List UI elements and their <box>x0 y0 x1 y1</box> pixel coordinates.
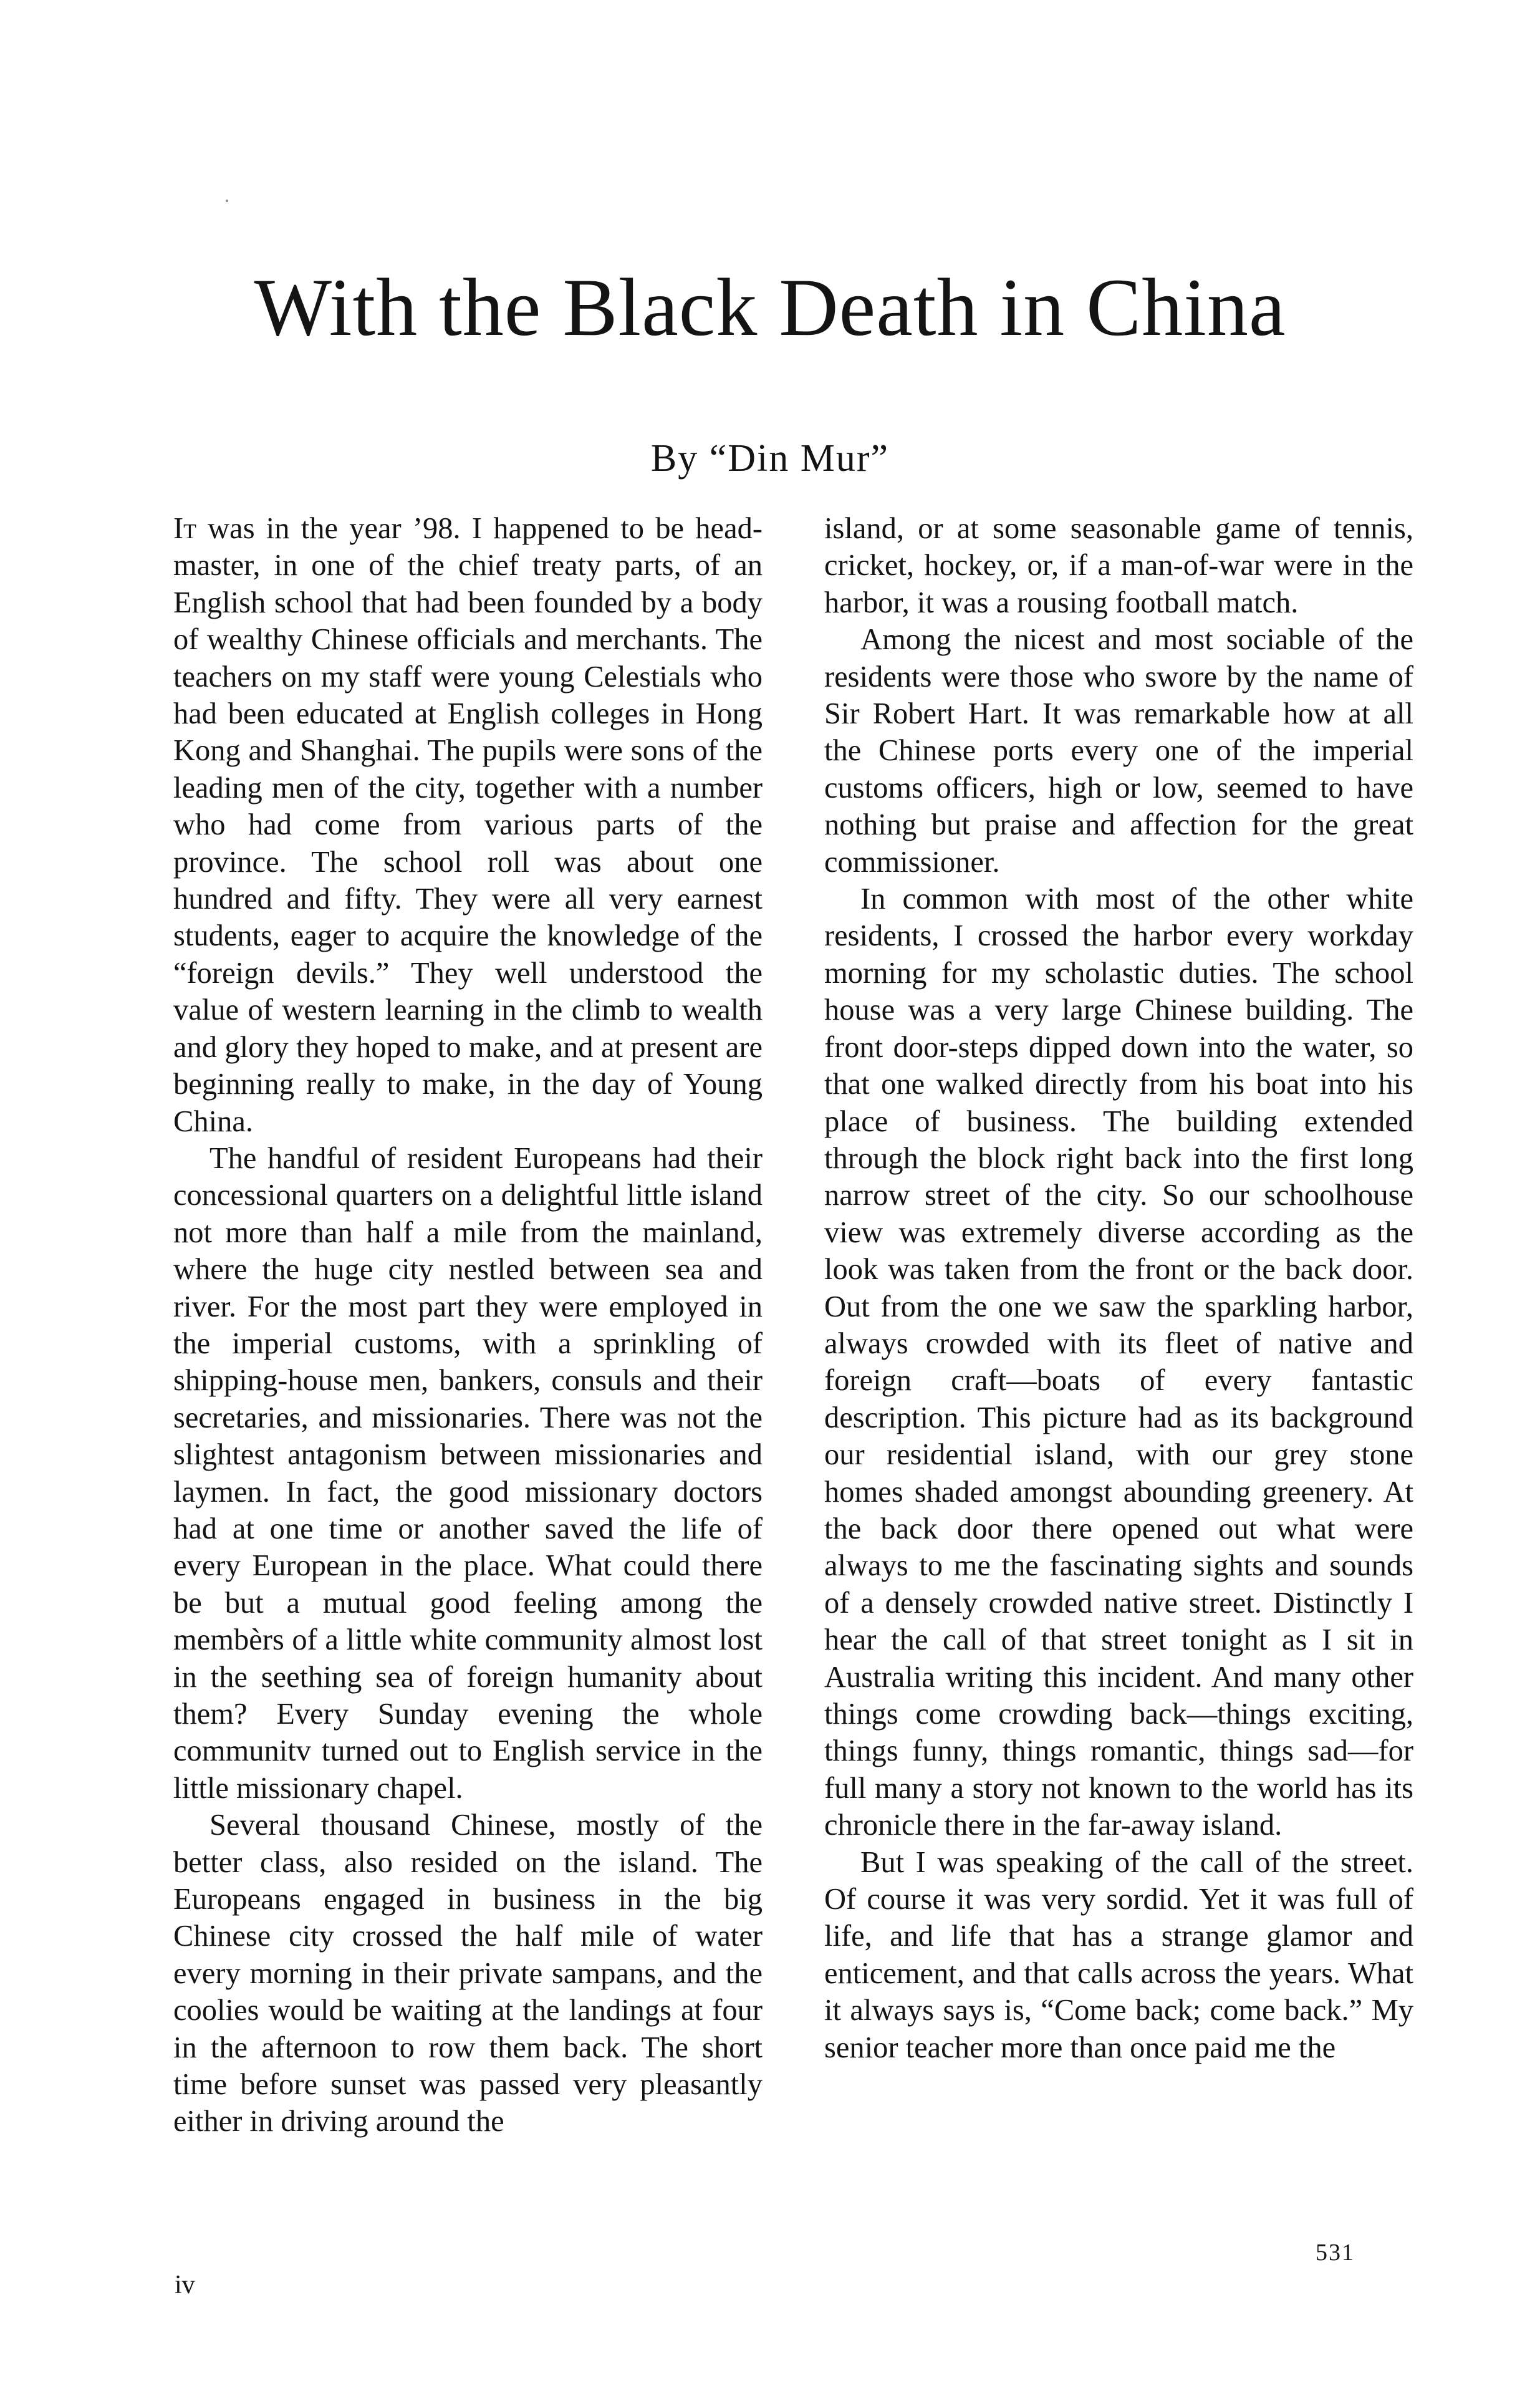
left-column <box>173 510 763 2140</box>
paragraph: But I was speaking of the call of the street. Of course it was very sordid. Yet it was full of life, and life that has a strange glamor and enticement, and that calls across the years. What it always says is, “Come back; come back.” My senior teacher more than once paid me the <box>824 1845 1413 2064</box>
article-byline: By “Din Mur” <box>650 437 890 480</box>
paragraph: Several thousand Chinese, mostly of the better class, also resided on the island. The Europeans engaged in business in the big Chinese city crossed the half mile of water every morning in their private sampans, and the coolies would be waiting at the landings at four in the afternoon to row them back. The short time before sunset was passed very pleasantly either in driving around the <box>173 1809 763 2138</box>
paragraph: island, or at some seasonable game of tennis, cricket, hockey, or, if a man-of-war were in the harbor, it was a rousing football match. <box>824 512 1413 619</box>
article-title: With the Black Death in China <box>254 261 1286 353</box>
paragraph: The handful of resident Europeans had their concessional quarters on a delightful little island not more than half a mile from the mainland, where the huge city nestled between sea and river. For the most part they were employed in the imperial customs, with a sprinkling of shipping-house men, bankers, consuls and their secretaries, and missionaries. There was not the slightest antagonism between missionaries and laymen. In fact, the good missionary doctors had at one time or another saved the life of every European in the place. What could there be but a mutual good feeling among the membèrs of a little white community almost lost in the seething sea of foreign humanity about them? Every Sunday evening the whole communitv turned out to English service in the little missionary chapel. <box>173 1141 763 1805</box>
paragraph <box>173 510 763 1140</box>
paragraph-text: was in the year ’98. I happened to be head-master, in one of the chief treaty parts, of an English school that had been founded by a body of wealthy Chinese officials and merchants. The teachers on my staff were young Celestials who had been educated at English colleges in Hong Kong and Shanghai. The pupils were sons of the leading men of the city, together with a number who had come from various parts of the province. The school roll was about one hundred and fifty. They were all very earnest students, eager to acquire the knowledge of the “foreign devils.” They well understood the value of western learning in the climb to wealth and glory they hoped to make, and at present are beginning really to make, in the day of Young China. <box>173 512 763 1138</box>
right-column <box>824 510 1413 2066</box>
left-folio: iv <box>175 2271 195 2299</box>
drop-lead-word: It <box>173 512 196 545</box>
paragraph: In common with most of the other white residents, I crossed the harbor every workday morning for my scholastic duties. The school house was a very large Chinese building. The front door-steps dipped down into the water, so that one walked directly from his boat into his place of business. The building extended through the block right back into the first long narrow street of the city. So our schoolhouse view was extremely diverse according as the look was taken from the front or the back door. Out from the one we saw the sparkling harbor, always crowded with its fleet of native and foreign craft—boats of every fantastic description. This picture had as its background our residential island, with our grey stone homes shaded amongst abounding greenery. At the back door there opened out what were always to me the fascinating sights and sounds of a densely crowded native street. Distinctly I hear the call of that street tonight as I sit in Australia writing this incident. And many other things come crowding back—things exciting, things funny, things romantic, things sad—for full many a story not known to the world has its chronicle there in the far-away island. <box>824 882 1413 1842</box>
paragraph: Among the nicest and most sociable of the residents were those who swore by the name of Sir Robert Hart. It was remarkable how at all the Chinese ports every one of the imperial customs officers, high or low, seemed to have nothing but praise and affection for the great commissioner. <box>824 623 1413 879</box>
print-speck <box>226 200 228 202</box>
page-number: 531 <box>1316 2239 1355 2266</box>
